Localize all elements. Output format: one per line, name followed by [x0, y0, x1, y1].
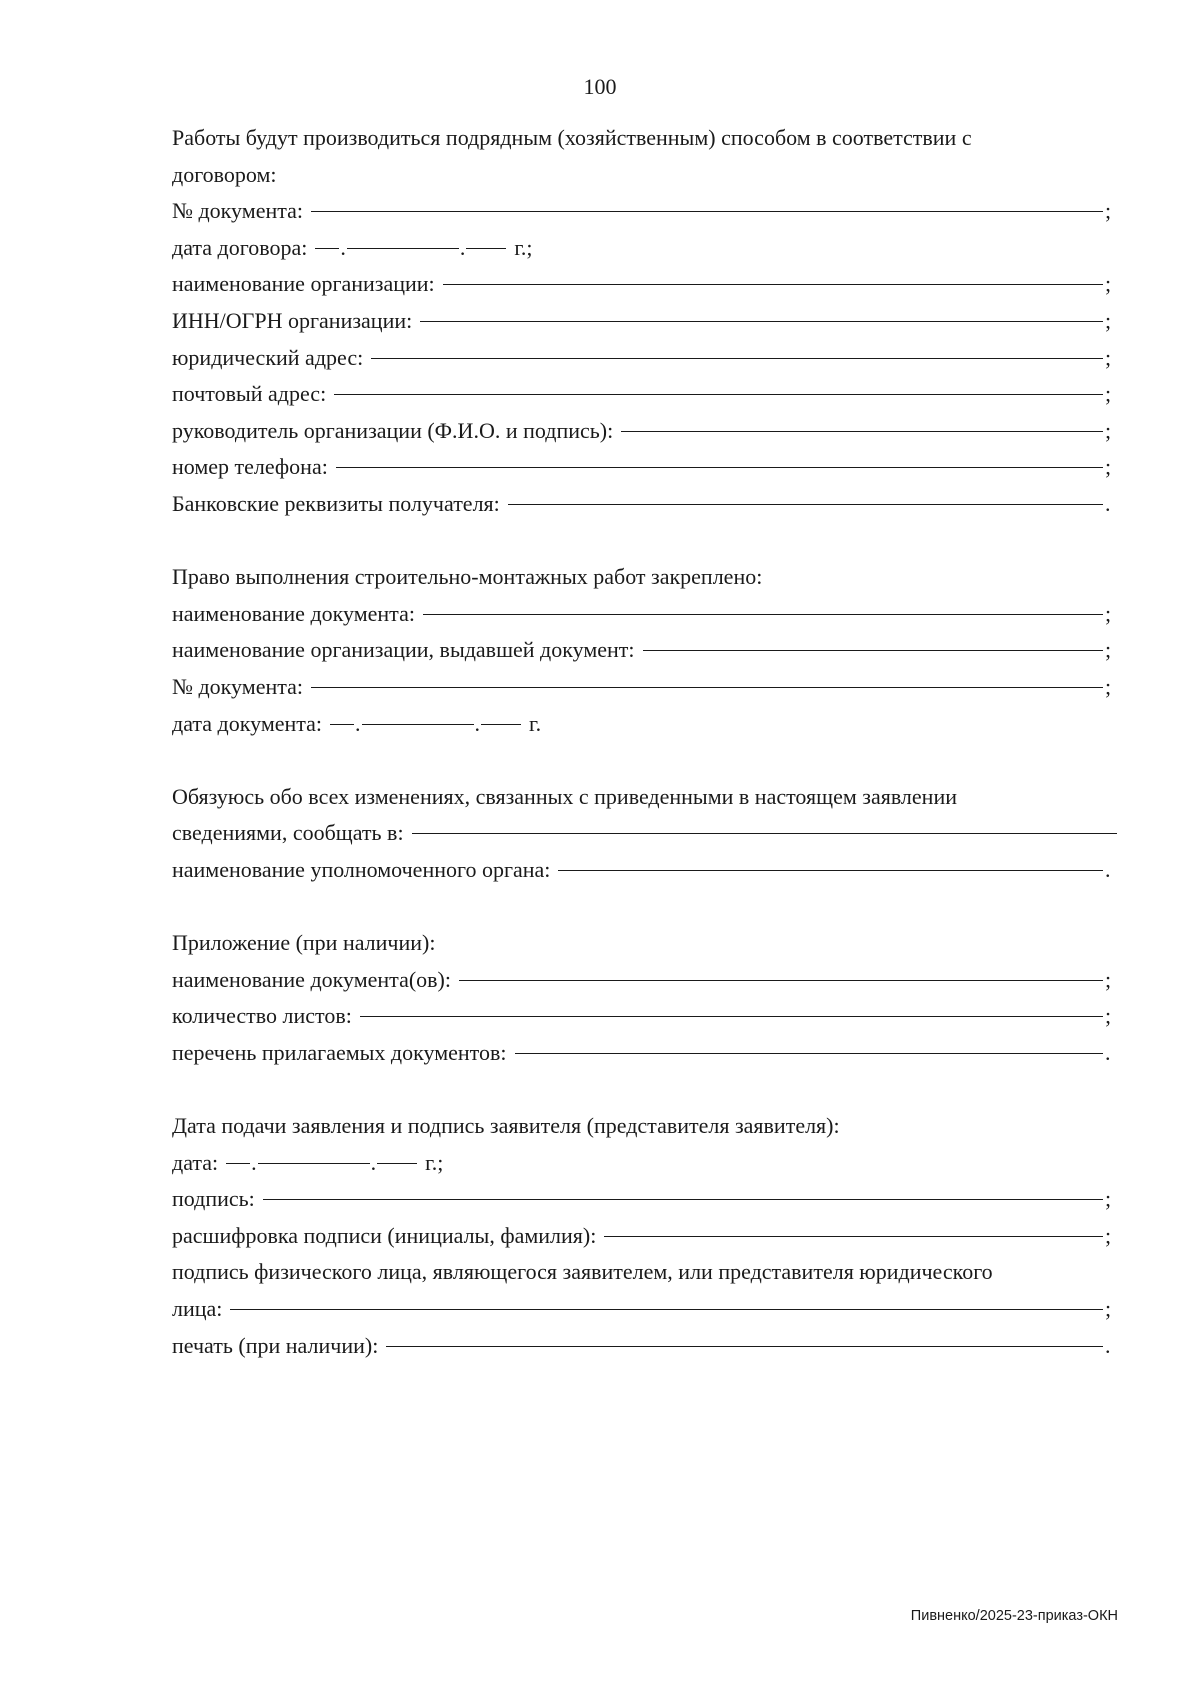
attachments-list-row: перечень прилагаемых документов: .	[172, 1035, 1117, 1072]
contract-date-label: дата договора:	[172, 234, 308, 260]
rights-doc-name-row: наименование документа: ;	[172, 596, 1117, 633]
bank-details-label: Банковские реквизиты получателя:	[172, 490, 500, 516]
attachments-docs-label: наименование документа(ов):	[172, 966, 451, 992]
inn-ogrn-label: ИНН/ОГРН организации:	[172, 307, 413, 333]
contract-intro-line2: договором:	[172, 161, 277, 187]
stamp-row: печать (при наличии): .	[172, 1328, 1117, 1365]
attachments-sheets-field[interactable]	[360, 1015, 1103, 1017]
rights-doc-date-month[interactable]	[362, 723, 474, 725]
rights-issuer-field[interactable]	[643, 649, 1103, 651]
signature-label: подпись:	[172, 1186, 255, 1212]
contract-date-month[interactable]	[347, 247, 459, 249]
attachments-sheets-label: количество листов:	[172, 1003, 352, 1029]
rights-issuer-label: наименование организации, выдавшей документ:	[172, 637, 635, 663]
attachments-list-label: перечень прилагаемых документов:	[172, 1039, 507, 1065]
contract-doc-number-row: № документа: ;	[172, 193, 1117, 230]
postal-address-field[interactable]	[334, 393, 1103, 395]
signature-decode-row: расшифровка подписи (инициалы, фамилия): ;	[172, 1218, 1117, 1255]
notify-line1: Обязуюсь обо всех изменениях, связанных с приведенными в настоящем заявлении	[172, 783, 957, 809]
rights-heading: Право выполнения строительно-монтажных работ закреплено:	[172, 564, 763, 590]
postal-address-row: почтовый адрес: ;	[172, 376, 1117, 413]
attachments-docs-row: наименование документа(ов): ;	[172, 962, 1117, 999]
notify-recipient-field[interactable]	[412, 832, 1117, 834]
org-name-row: наименование организации: ;	[172, 266, 1117, 303]
phone-field[interactable]	[336, 466, 1103, 468]
contract-date-day[interactable]	[315, 247, 339, 249]
stamp-label: печать (при наличии):	[172, 1332, 379, 1358]
signature-date-day[interactable]	[226, 1162, 250, 1164]
person-signature-row: лица: ;	[172, 1291, 1117, 1328]
rights-doc-number-row: № документа: ;	[172, 669, 1117, 706]
form-body	[172, 120, 1117, 1364]
org-head-label: руководитель организации (Ф.И.О. и подпись):	[172, 417, 614, 443]
inn-ogrn-field[interactable]	[420, 320, 1103, 322]
notify-line2-row	[172, 815, 1117, 852]
contract-doc-number-label: № документа:	[172, 198, 303, 224]
notify-line2-label: сведениями, сообщать в:	[172, 820, 404, 846]
signature-date-year[interactable]	[377, 1162, 417, 1164]
org-name-label: наименование организации:	[172, 271, 435, 297]
person-signature-label: лица:	[172, 1296, 223, 1321]
rights-doc-name-label: наименование документа:	[172, 600, 415, 626]
contract-date-field[interactable]: . . г.;	[315, 230, 532, 267]
authority-label: наименование уполномоченного органа:	[172, 856, 551, 882]
legal-address-row: юридический адрес: ;	[172, 340, 1117, 377]
attachments-sheets-row: количество листов: ;	[172, 998, 1117, 1035]
signature-heading: Дата подачи заявления и подпись заявителя (представителя заявителя):	[172, 1113, 840, 1139]
legal-address-label: юридический адрес:	[172, 344, 364, 370]
signature-decode-label: расшифровка подписи (инициалы, фамилия):	[172, 1222, 597, 1248]
rights-doc-date-day[interactable]	[330, 723, 354, 725]
contract-date-row	[172, 230, 1117, 267]
org-head-row: руководитель организации (Ф.И.О. и подпись): ;	[172, 413, 1117, 450]
org-name-field[interactable]	[443, 283, 1103, 285]
rights-issuer-row: наименование организации, выдавшей документ: ;	[172, 632, 1117, 669]
rights-doc-number-label: № документа:	[172, 673, 303, 699]
signature-date-field[interactable]: . . г.;	[226, 1145, 443, 1182]
contract-date-year[interactable]	[466, 247, 506, 249]
signature-decode-field[interactable]	[604, 1235, 1103, 1237]
attachments-heading: Приложение (при наличии):	[172, 930, 436, 956]
authority-field[interactable]	[558, 869, 1103, 871]
rights-doc-date-year[interactable]	[481, 723, 521, 725]
stamp-field[interactable]	[386, 1345, 1103, 1347]
bank-details-row: Банковские реквизиты получателя: .	[172, 486, 1117, 523]
signature-date-row	[172, 1145, 1117, 1182]
phone-label: номер телефона:	[172, 454, 328, 480]
inn-ogrn-row: ИНН/ОГРН организации: ;	[172, 303, 1117, 340]
rights-doc-date-row	[172, 706, 1117, 743]
signature-date-label: дата:	[172, 1149, 219, 1175]
contract-intro-line1: Работы будут производиться подрядным (хозяйственным) способом в соответствии с	[172, 125, 972, 150]
rights-doc-number-field[interactable]	[311, 686, 1103, 688]
footer-doc-id: Пивненко/2025-23-приказ-ОКН	[910, 1608, 1118, 1624]
signature-field[interactable]	[263, 1198, 1103, 1200]
legal-address-field[interactable]	[371, 357, 1103, 359]
postal-address-label: почтовый адрес:	[172, 381, 327, 407]
signature-row: подпись: ;	[172, 1181, 1117, 1218]
attachments-docs-field[interactable]	[459, 979, 1103, 981]
person-signature-line1: подпись физического лица, являющегося заявителем, или представителя юридического	[172, 1259, 993, 1285]
org-head-field[interactable]	[621, 430, 1103, 432]
person-signature-field[interactable]	[230, 1308, 1103, 1310]
phone-row: номер телефона: ;	[172, 449, 1117, 486]
contract-doc-number-field[interactable]	[311, 210, 1103, 212]
attachments-list-field[interactable]	[515, 1052, 1103, 1054]
rights-doc-date-field[interactable]: . . г.	[330, 706, 541, 743]
bank-details-field[interactable]	[508, 503, 1103, 505]
page-number: 100	[583, 74, 617, 99]
signature-date-month[interactable]	[258, 1162, 370, 1164]
rights-doc-date-label: дата документа:	[172, 710, 323, 736]
authority-row: наименование уполномоченного органа: .	[172, 852, 1117, 889]
rights-doc-name-field[interactable]	[423, 613, 1103, 615]
